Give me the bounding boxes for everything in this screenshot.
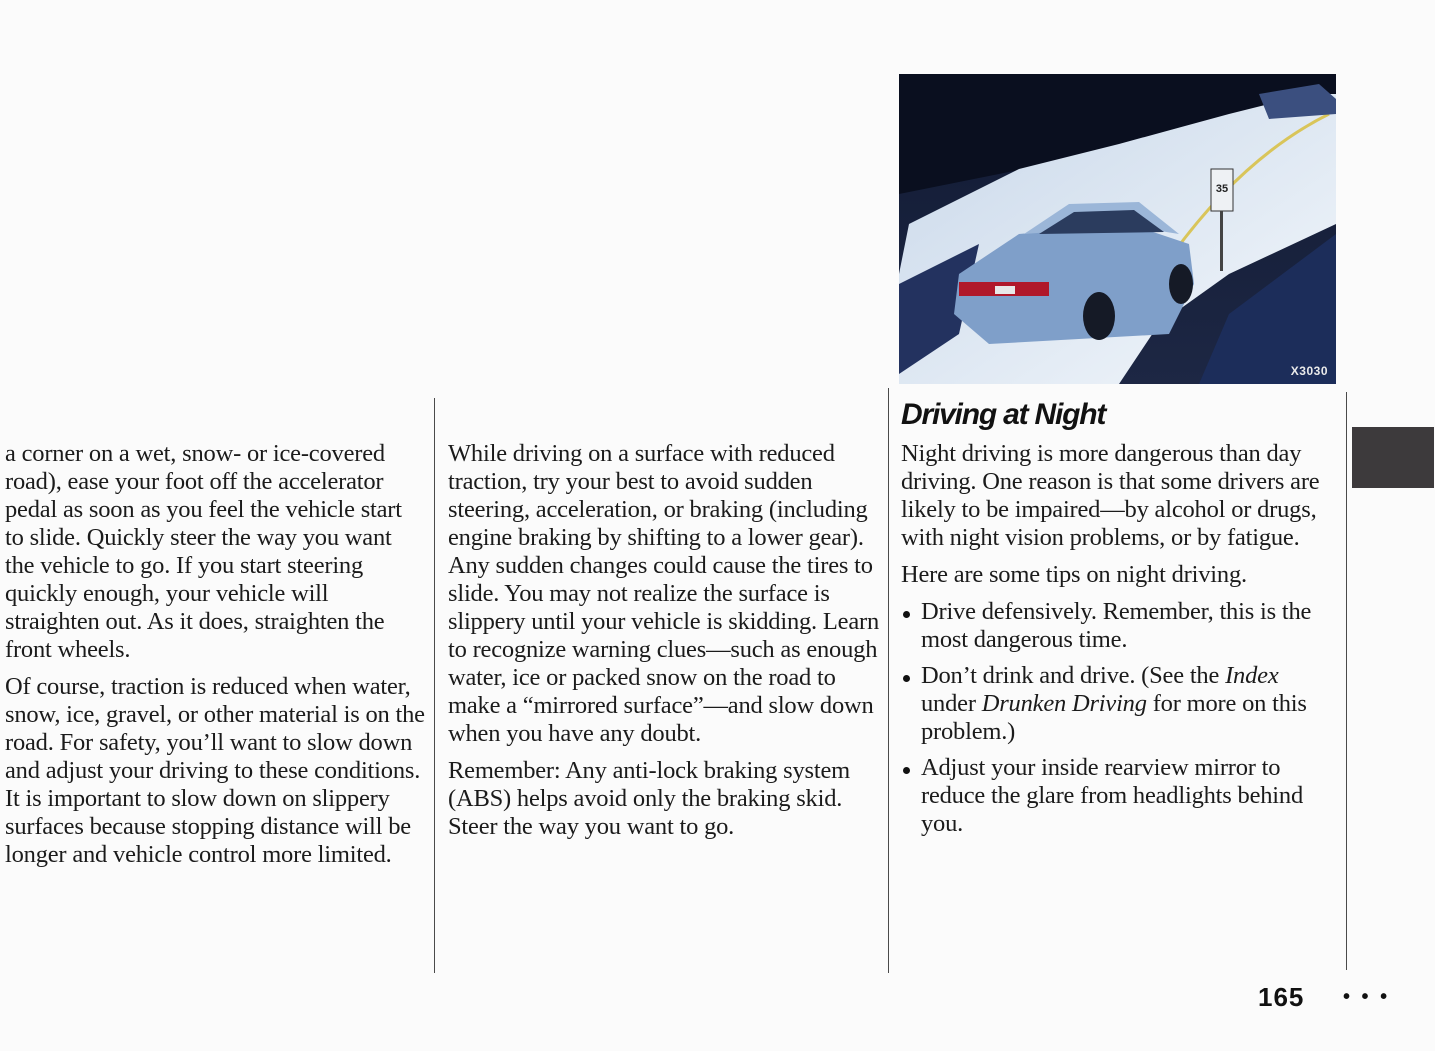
car-wheel	[1083, 292, 1115, 340]
tip-text: under	[921, 690, 982, 717]
section-tab-marker	[1352, 427, 1434, 488]
paragraph: Here are some tips on night driving.	[901, 561, 1247, 588]
illustration-code: X3030	[1290, 364, 1328, 378]
index-reference: Index	[1225, 662, 1279, 689]
sign-post	[1220, 211, 1223, 271]
paragraph: While driving on a surface with reduced traction, try your best to avoid sudden steering, acceleration, or braking (including engine braking by shifting to a lower gear). Any sudden changes could cause the tires to slide. You may not realize the surface is slippery until your vehicle is skidding. Learn to recognize warning clues—such as enough water, ice or packed snow on the road to make a “mirrored surface”—and slow down when you have any doubt.	[448, 440, 880, 747]
paragraph: a corner on a wet, snow- or ice-covered road), ease your foot off the accelerator pedal as soon as you feel the vehicle start to slide. Quickly steer the way you want the vehicle to go. If you start steering quickly enough, your vehicle will straighten out. As it does, straighten the front wheels.	[5, 440, 402, 663]
text-column-right	[901, 440, 1331, 846]
list-item	[901, 598, 1331, 654]
column-divider	[888, 388, 889, 973]
column-divider	[1346, 392, 1347, 970]
night-driving-illustration	[899, 74, 1336, 384]
paragraph: Remember: Any anti-lock braking system (ABS) helps avoid only the braking skid. Steer the way you want to go.	[448, 757, 851, 840]
license-plate	[995, 286, 1015, 294]
paragraph: Of course, traction is reduced when water, snow, ice, gravel, or other material is on the road. For safety, you’ll want to slow down and adjust your driving to these conditions. It is important to slow down on slippery surfaces because stopping distance will be longer and vehicle control more limited.	[5, 673, 425, 868]
drunken-driving-reference: Drunken Driving	[981, 690, 1147, 717]
bullet-icon	[903, 767, 910, 774]
tip-text: Adjust your inside rearview mirror to reduce the glare from headlights behind you.	[921, 754, 1304, 837]
paragraph: Night driving is more dangerous than day driving. One reason is that some drivers are likely to be impaired—by alcohol or drugs, with night vision problems, or by fatigue.	[901, 440, 1320, 551]
column-divider	[434, 398, 435, 973]
car-wheel	[1169, 264, 1193, 304]
speed-limit-number: 35	[1215, 183, 1229, 195]
list-item	[901, 662, 1331, 746]
page-number-dots: • • •	[1343, 986, 1391, 1008]
text-column-middle	[448, 440, 880, 850]
bullet-icon	[903, 675, 910, 682]
tip-text: Don’t drink and drive. (See the	[921, 662, 1226, 689]
night-road-scene	[899, 74, 1336, 384]
section-heading: Driving at Night	[901, 398, 1106, 431]
tip-text: for more on this problem.)	[921, 690, 1307, 745]
page-number: 165	[1258, 982, 1305, 1012]
list-item	[901, 754, 1331, 838]
text-column-left	[5, 440, 425, 878]
night-driving-tips-list	[901, 598, 1331, 838]
tip-text: Drive defensively. Remember, this is the most dangerous time.	[921, 598, 1312, 653]
bullet-icon	[903, 611, 910, 618]
